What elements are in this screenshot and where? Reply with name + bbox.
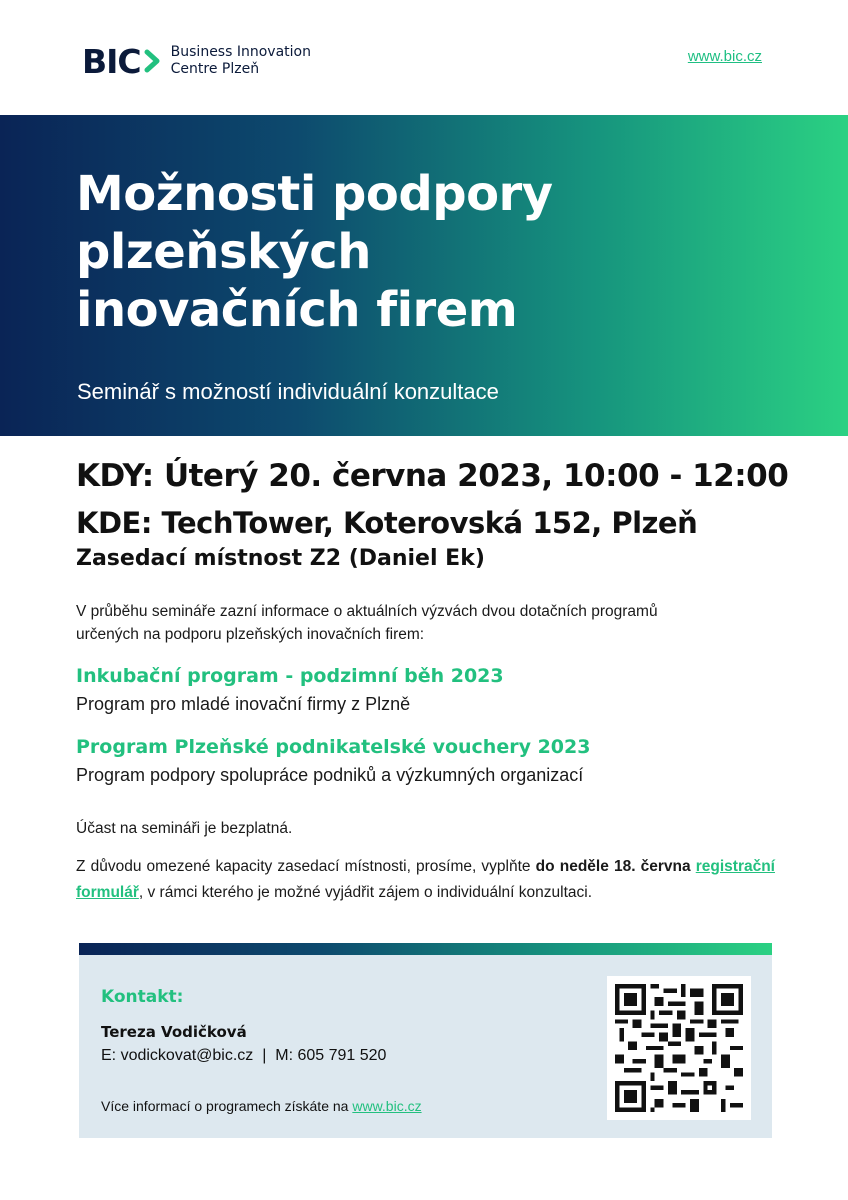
event-where: KDE: TechTower, Koterovská 152, Plzeň (76, 506, 698, 540)
contact-box (79, 943, 772, 1138)
title-line-1: Možnosti podpory (76, 166, 553, 222)
logo-mark: BIC (82, 41, 141, 81)
event-room: Zasedací místnost Z2 (Daniel Ek) (76, 546, 485, 571)
registration-text: Z důvodu omezené kapacity zasedací místnosti, prosíme, vyplňte (76, 858, 536, 875)
registration-text-end: , v rámci kterého je možné vyjádřit zájem o individuální konzultaci. (138, 884, 593, 901)
page-header (0, 0, 848, 115)
more-info (101, 1098, 422, 1114)
free-admission-note: Účast na semináři je bezplatná. (76, 820, 293, 837)
intro-line-1: V průběhu semináře zazní informace o aktuálních výzvách dvou dotačních programů (76, 603, 658, 620)
more-info-link[interactable]: www.bic.cz (352, 1098, 422, 1114)
chevron-right-icon (143, 46, 163, 76)
logo-line-1: Business Innovation (170, 44, 311, 60)
bic-logo[interactable] (82, 41, 311, 81)
contact-name: Tereza Vodičková (101, 1023, 247, 1041)
registration-deadline: do neděle 18. června (535, 858, 691, 875)
more-info-text: Více informací o programech získáte na (101, 1098, 353, 1114)
title-line-2: plzeňských (76, 224, 371, 280)
title-line-3: inovačních firem (76, 282, 518, 338)
page-title (76, 165, 696, 339)
program-description: Program pro mladé inovační firmy z Plzně (76, 694, 411, 714)
title-banner (0, 115, 848, 436)
intro-line-2: určených na podporu plzeňských inovačních firem: (76, 626, 425, 643)
page-subtitle: Seminář s možností individuální konzultace (77, 379, 499, 404)
website-link[interactable]: www.bic.cz (687, 48, 762, 65)
contact-heading: Kontakt: (101, 987, 184, 1007)
intro-paragraph (76, 600, 776, 646)
qr-code-icon (615, 984, 743, 1112)
program-title: Program Plzeňské podnikatelské vouchery 2023 (76, 736, 591, 758)
qr-code[interactable] (607, 976, 751, 1120)
registration-note (76, 854, 775, 906)
program-description: Program podpory spolupráce podniků a výzkumných organizací (76, 765, 584, 785)
registration-form-link[interactable]: registrační formulář (76, 858, 775, 901)
logo-text (171, 44, 311, 78)
gradient-divider (79, 943, 772, 955)
event-when: KDY: Úterý 20. června 2023, 10:00 - 12:00 (76, 458, 789, 494)
program-title: Inkubační program - podzimní běh 2023 (76, 665, 504, 687)
contact-details: E: vodickovat@bic.cz | M: 605 791 520 (101, 1047, 387, 1064)
logo-line-2: Centre Plzeň (170, 61, 260, 77)
